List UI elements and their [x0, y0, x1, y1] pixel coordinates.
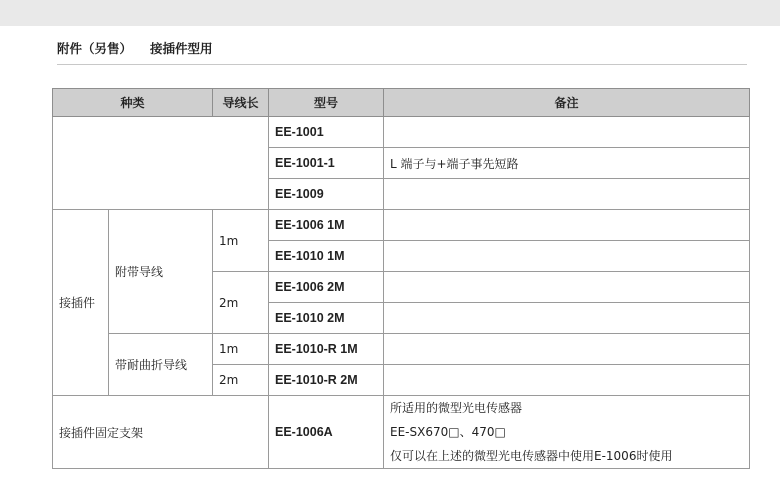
model-cell: EE-1010-R 1M: [269, 334, 384, 365]
cable-length-cell: 1m: [213, 210, 269, 272]
cable-length-cell: 1m: [213, 334, 269, 365]
remark-cell: [384, 365, 750, 396]
remark-cell: [384, 241, 750, 272]
header-cable-length: 导线长: [213, 89, 269, 117]
header-model: 型号: [269, 89, 384, 117]
subcategory-flex-cable: 带耐曲折导线: [109, 334, 213, 396]
heading-accessories: 附件（另售）: [57, 41, 133, 56]
heading-connector-type: 接插件型用: [150, 41, 213, 56]
section-heading: [57, 39, 213, 57]
table-row: [53, 117, 750, 148]
header-category: 种类: [53, 89, 213, 117]
header-remarks: 备注: [384, 89, 750, 117]
model-cell: EE-1010-R 2M: [269, 365, 384, 396]
table-row: [53, 334, 750, 365]
category-bracket: 接插件固定支架: [53, 396, 269, 469]
table-row: [53, 396, 750, 469]
model-cell: EE-1006A: [269, 396, 384, 469]
model-cell: EE-1006 1M: [269, 210, 384, 241]
cable-length-cell: 2m: [213, 365, 269, 396]
remark-cell: [384, 334, 750, 365]
remark-cell: [384, 210, 750, 241]
model-cell: EE-1001: [269, 117, 384, 148]
category-connector: 接插件: [53, 210, 109, 396]
heading-divider: [57, 64, 747, 65]
model-cell: EE-1006 2M: [269, 272, 384, 303]
table-header-row: [53, 89, 750, 117]
model-cell: EE-1010 2M: [269, 303, 384, 334]
remark-line: 所适用的微型光电传感器: [390, 401, 523, 415]
remark-cell: [384, 179, 750, 210]
accessory-table: [52, 88, 750, 469]
remark-line: EE-SX670□、470□: [390, 425, 506, 439]
model-cell: EE-1009: [269, 179, 384, 210]
subcategory-with-cable: 附带导线: [109, 210, 213, 334]
table-row: [53, 210, 750, 241]
remark-cell: [384, 303, 750, 334]
top-bar: [0, 0, 780, 26]
remark-cell: [384, 272, 750, 303]
remark-cell: [384, 117, 750, 148]
blank-category-cell: [53, 117, 269, 210]
remark-line: 仅可以在上述的微型光电传感器中使用E-1006时使用: [390, 449, 673, 463]
remark-cell: L 端子与+端子事先短路: [384, 148, 750, 179]
cable-length-cell: 2m: [213, 272, 269, 334]
bracket-remark-cell: [384, 396, 750, 469]
model-cell: EE-1010 1M: [269, 241, 384, 272]
model-cell: EE-1001-1: [269, 148, 384, 179]
